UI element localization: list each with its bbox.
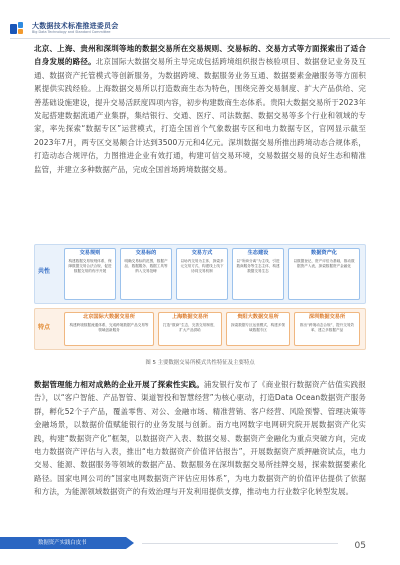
header-logo xyxy=(10,22,118,36)
figure-caption: 图 5 主要数据交易所模式共性特征及主要特点 xyxy=(145,360,255,366)
org-name-cn: 大数据技术标准推进委员会 xyxy=(32,22,119,31)
card-text: 以数据登记、资产评估为基础，推动数据资产入表，探索数据资产金融化 xyxy=(293,259,355,269)
row-label-common: 共性 xyxy=(38,268,51,275)
org-name-en: Big Data Technology and Standard Committee xyxy=(32,29,111,34)
card-ecosystem xyxy=(232,248,284,300)
card-title: 贵阳大数据交易所 xyxy=(237,314,279,320)
card-title: 生态建设 xyxy=(247,250,269,256)
card-data-assetization xyxy=(288,248,360,300)
paragraph-enterprises xyxy=(34,378,366,499)
footer-document-title: 数据资产实践白皮书 xyxy=(0,537,126,549)
paragraph-exchanges xyxy=(34,42,366,176)
page-number: 05 xyxy=(354,541,366,551)
card-beijing-exchange xyxy=(64,312,154,346)
card-trading-mode xyxy=(176,248,228,300)
card-title: 上海数据交易所 xyxy=(171,314,209,320)
card-trading-object xyxy=(120,248,172,300)
card-text: 构建跨境数据流通体系，完成跨境数据产品交易等领域创新服务 xyxy=(69,323,149,333)
card-trading-rules xyxy=(64,248,116,300)
card-title: 深圳数据交易所 xyxy=(308,314,346,320)
card-text: 打造“数商”生态，完善交易制度，扩大产品供给 xyxy=(162,323,218,333)
footer-divider xyxy=(142,543,338,544)
card-text: 以“所商分离”为主线，引进数商服务等生态主体，构建数据交易生态 xyxy=(236,259,280,274)
exchange-comparison-figure xyxy=(34,242,366,352)
card-title: 交易标的 xyxy=(135,250,157,256)
card-text: 构建数据交易规则体系，保障数据交易合法合规，促进数据交易的有序开展 xyxy=(68,259,112,274)
header-divider xyxy=(10,38,390,39)
paragraph-lead: 北京、上海、贵州和深圳等地的数据交易所在交易规则、交易标的、交易方式等方面探索出了适合自身发展的路径。 xyxy=(34,44,366,67)
paragraph-lead: 数据管理能力相对成熟的企业开展了探索性实践。 xyxy=(34,380,204,389)
card-title: 数据资产化 xyxy=(311,250,337,256)
card-text: 探索数据专区运营模式，构建多领域数据专区 xyxy=(231,323,285,333)
card-text: 以场内交易为主体，探索多元交易方式，构建线上线下协同交易机制 xyxy=(180,259,224,274)
card-title: 交易方式 xyxy=(191,250,213,256)
card-shenzhen-exchange xyxy=(294,312,360,346)
logo-icon xyxy=(10,22,28,36)
card-text: 明确交易标的范围，数据产品、数据服务、数据工具等纳入交易范畴 xyxy=(124,259,168,274)
row-label-feature: 特点 xyxy=(38,324,51,331)
card-guiyang-exchange xyxy=(226,312,290,346)
card-shanghai-exchange xyxy=(158,312,222,346)
card-text: 推出“跨境动态合规”，提升交易效率，建立多数据产品 xyxy=(299,323,355,333)
paragraph-body: 浦发银行发布了《商业银行数据资产估值实践报告》，以“客户智能、产品智管、渠道智投和智慧经营”为核心驱动，打造Data Ocean数据资产服务群，孵化52个子产品，覆盖零售、对公、金融市场、精准营销、客户经营、风险预警、管理决策等金融场景，以数据价值赋能银行的业务发展与创新。南方电网数字电网研究院开展数据资产化实践，构建“数据资产化”框架，以数据资产入表、数据交易、数据资产金融化为重点突破方向，完成电力数据资产评估与入表，推出“电力数据资产价值评估报告”，开展数据资产质押融资试点，电力交易、能源、数据服务等领域的数据产品、数据服务在深圳数据交易所挂牌交易，探索数据要素化路径。国家电网公司的“国家电网数据资产评估应用体系”，为电力数据资产的价值评估提供了依据和方法，为能源领域数据资产的有效治理与开发利用提供支撑，推动电力行业数字化转型发展。 xyxy=(34,380,366,497)
paragraph-body: 北京国际大数据交易所主导完成包括跨境组织报告核验项目、数据登记业务及互通、数据资产托管模式等创新服务，为数据跨境、数据服务业务互通、数据要素金融服务等方面积累提供实践经验。上海数据交易所以打造数商生态为特色，围绕完善交易制度、扩大产品供给、完善基础设施建设，提升交易活跃度四项内容，初步构建数商生态体系。贵阳大数据交易所于2023年发起搭建数据流通产业集群，集结银行、交通、医疗、司法数据、数据交易等多个行业和领域的专家，率先探索“数据专区”运营模式，打造全国首个气象数据专区和电力数据专区，官网显示截至2023年7月，两专区交易额合计达到3500万元和4亿元。深圳数据交易所推出跨境动态合规体系，打造动态合规评估，力图推进企业有效打通，构建可信交易环境，交易数据交易的良好生态和精准监管，并建立多种数据产品，完成全国首场跨境数据交易。 xyxy=(34,57,366,174)
card-title: 交易规则 xyxy=(79,250,101,256)
card-title: 北京国际大数据交易所 xyxy=(83,314,135,320)
